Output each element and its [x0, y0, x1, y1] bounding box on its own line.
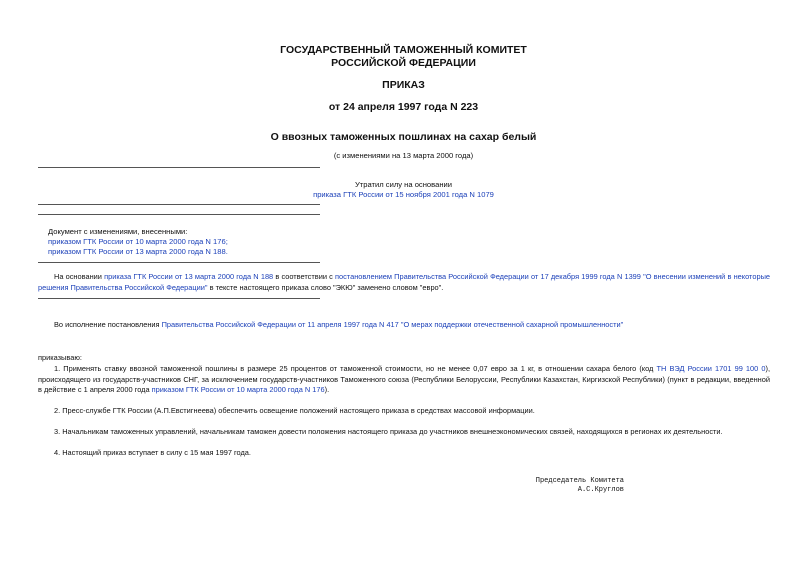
item-1-text-2: ), происходящего из государств-участников СНГ, за исключением государств-участников Таможенного союза (Республики Белоруссии, Республики Казахстан, Киргизской Республики) (пункт в редакции, введенной в действие с 1 апреля 2000 года [38, 364, 770, 394]
signature-role: Председатель Комитета [535, 477, 624, 485]
item-1-link-order-176[interactable]: приказом ГТК России от 10 марта 2000 года N 176 [151, 385, 325, 394]
changes-link-2[interactable]: приказом ГТК России от 13 марта 2000 года N 188. [48, 247, 228, 256]
issuer-line-1: ГОСУДАРСТВЕННЫЙ ТАМОЖЕННЫЙ КОМИТЕТ [280, 44, 527, 56]
order-word: приказываю: [38, 353, 82, 362]
item-1 [38, 364, 770, 396]
lost-force-text: Утратил силу на основании [354, 180, 453, 189]
item-3: 3. Начальникам таможенных управлений, начальникам таможен довести положения настоящего приказа до участников внешнеэкономических связей, находящихся в регионах их деятельности. [54, 427, 723, 436]
signature-name: А.С.Круглов [577, 486, 624, 494]
doc-type: ПРИКАЗ [382, 79, 425, 91]
item-2: 2. Пресс-службе ГТК России (А.П.Евстигнеева) обеспечить освещение положений настоящего приказа в средствах массовой информации. [54, 406, 535, 415]
issuer-line-2: РОССИЙСКОЙ ФЕДЕРАЦИИ [331, 57, 476, 69]
divider [38, 214, 320, 215]
basis-paragraph [38, 272, 770, 293]
divider [38, 204, 320, 205]
amended-note: (с изменениями на 13 марта 2000 года) [333, 151, 474, 160]
changes-link-1[interactable]: приказом ГТК России от 10 марта 2000 года N 176; [48, 237, 228, 246]
basis-link-decree-1399[interactable]: постановлением Правительства Российской Федерации от 17 декабря 1999 года N 1399 "О внесении изменений в некоторые решения Правительства Российской Федерации" [38, 272, 770, 292]
execution-paragraph [38, 320, 778, 331]
execution-link-decree-417[interactable]: Правительства Российской Федерации от 11 апреля 1997 года N 417 "О мерах поддержки отечественной сахарной промышленности" [161, 320, 624, 329]
item-1-text-1: 1. Применять ставку ввозной таможенной пошлины в размере 25 процентов от таможенной стоимости, но не менее 0,07 евро за 1 кг, в отношении сахара белого (код [54, 364, 657, 373]
basis-text-3: в тексте настоящего приказа слово "ЭКЮ" заменено словом "евро". [207, 282, 444, 292]
basis-text-1: На основании [54, 272, 105, 281]
doc-title: О ввозных таможенных пошлинах на сахар белый [270, 131, 537, 143]
item-1-link-hs-code[interactable]: ТН ВЭД России 1701 99 100 0 [656, 364, 766, 373]
divider [38, 167, 320, 168]
divider [38, 262, 320, 263]
basis-link-order-188[interactable]: приказа ГТК России от 13 марта 2000 года N 188 [104, 272, 274, 281]
changes-intro: Документ с изменениями, внесенными: [48, 227, 188, 236]
basis-text-2: в соответствии с [273, 272, 335, 281]
divider [38, 298, 320, 299]
doc-date-number: от 24 апреля 1997 года N 223 [328, 101, 479, 113]
lost-force-link[interactable]: приказа ГТК России от 15 ноября 2001 года N 1079 [313, 190, 494, 199]
item-1-text-3: ). [324, 385, 330, 394]
item-4: 4. Настоящий приказ вступает в силу с 15 мая 1997 года. [54, 448, 251, 457]
execution-text: Во исполнение постановления [54, 320, 162, 329]
